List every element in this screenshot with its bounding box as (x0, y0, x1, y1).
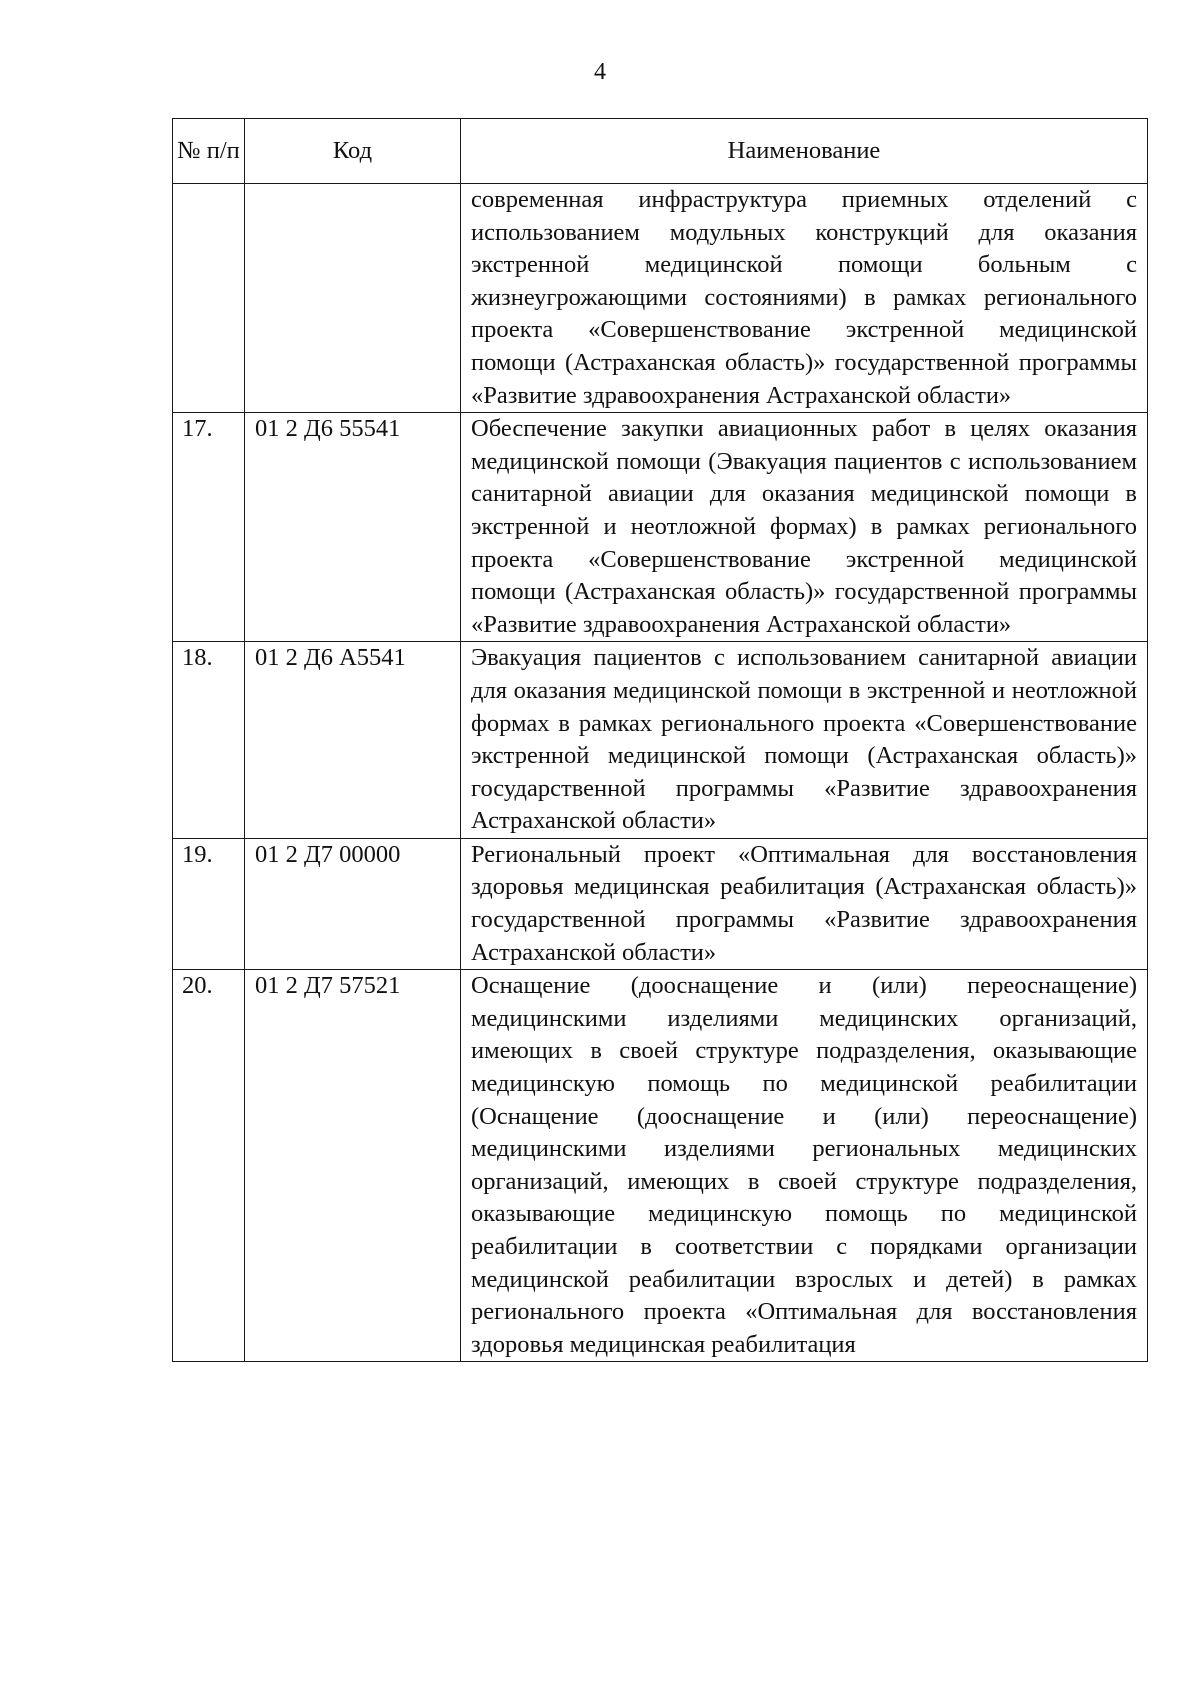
page-number: 4 (594, 59, 606, 85)
header-name: Наименование (461, 119, 1148, 184)
row-name: Региональный проект «Оптимальная для восстановления здоровья медицинская реабилитация (Астраханская область)» государственной программы «Развитие здравоохранения Астраханской области» (461, 838, 1148, 969)
row-code: 01 2 Д7 57521 (245, 970, 461, 1362)
table-row (173, 970, 1148, 1362)
row-code: 01 2 Д6 55541 (245, 413, 461, 642)
row-number: 20. (173, 970, 245, 1362)
row-code (245, 184, 461, 413)
row-number: 19. (173, 838, 245, 969)
row-name: Оснащение (дооснащение и (или) переоснащение) медицинскими изделиями медицинских организаций, имеющих в своей структуре подразделения, оказывающие медицинскую помощь по медицинской реабилитации (Оснащение (дооснащение и (или) переоснащение) медицинскими изделиями региональных медицинских организаций, имеющих в своей структуре подразделения, оказывающие медицинскую помощь по медицинской реабилитации в соответствии с порядками организации медицинской реабилитации взрослых и детей) в рамках регионального проекта «Оптимальная для восстановления здоровья медицинская реабилитация (461, 970, 1148, 1362)
row-code: 01 2 Д6 А5541 (245, 642, 461, 839)
row-name: современная инфраструктура приемных отделений с использованием модульных конструкций для оказания экстренной медицинской помощи больным с жизнеугрожающими состояниями) в рамках регионального проекта «Совершенствование экстренной медицинской помощи (Астраханская область)» государственной программы «Развитие здравоохранения Астраханской области» (461, 184, 1148, 413)
table-row (173, 642, 1148, 839)
row-number: 18. (173, 642, 245, 839)
row-name: Обеспечение закупки авиационных работ в целях оказания медицинской помощи (Эвакуация пациентов с использованием санитарной авиации для оказания медицинской помощи в экстренной и неотложной формах) в рамках регионального проекта «Совершенствование экстренной медицинской помощи (Астраханская область)» государственной программы «Развитие здравоохранения Астраханской области» (461, 413, 1148, 642)
table-header-row (173, 119, 1148, 184)
table-row (173, 184, 1148, 413)
row-number (173, 184, 245, 413)
header-number: № п/п (173, 119, 245, 184)
table-row (173, 413, 1148, 642)
budget-codes-table (172, 118, 1148, 1362)
row-number: 17. (173, 413, 245, 642)
row-name: Эвакуация пациентов с использованием санитарной авиации для оказания медицинской помощи в экстренной и неотложной формах в рамках регионального проекта «Совершенствование экстренной медицинской помощи (Астраханская область)» государственной программы «Развитие здравоохранения Астраханской области» (461, 642, 1148, 839)
table-row (173, 838, 1148, 969)
header-code: Код (245, 119, 461, 184)
row-code: 01 2 Д7 00000 (245, 838, 461, 969)
